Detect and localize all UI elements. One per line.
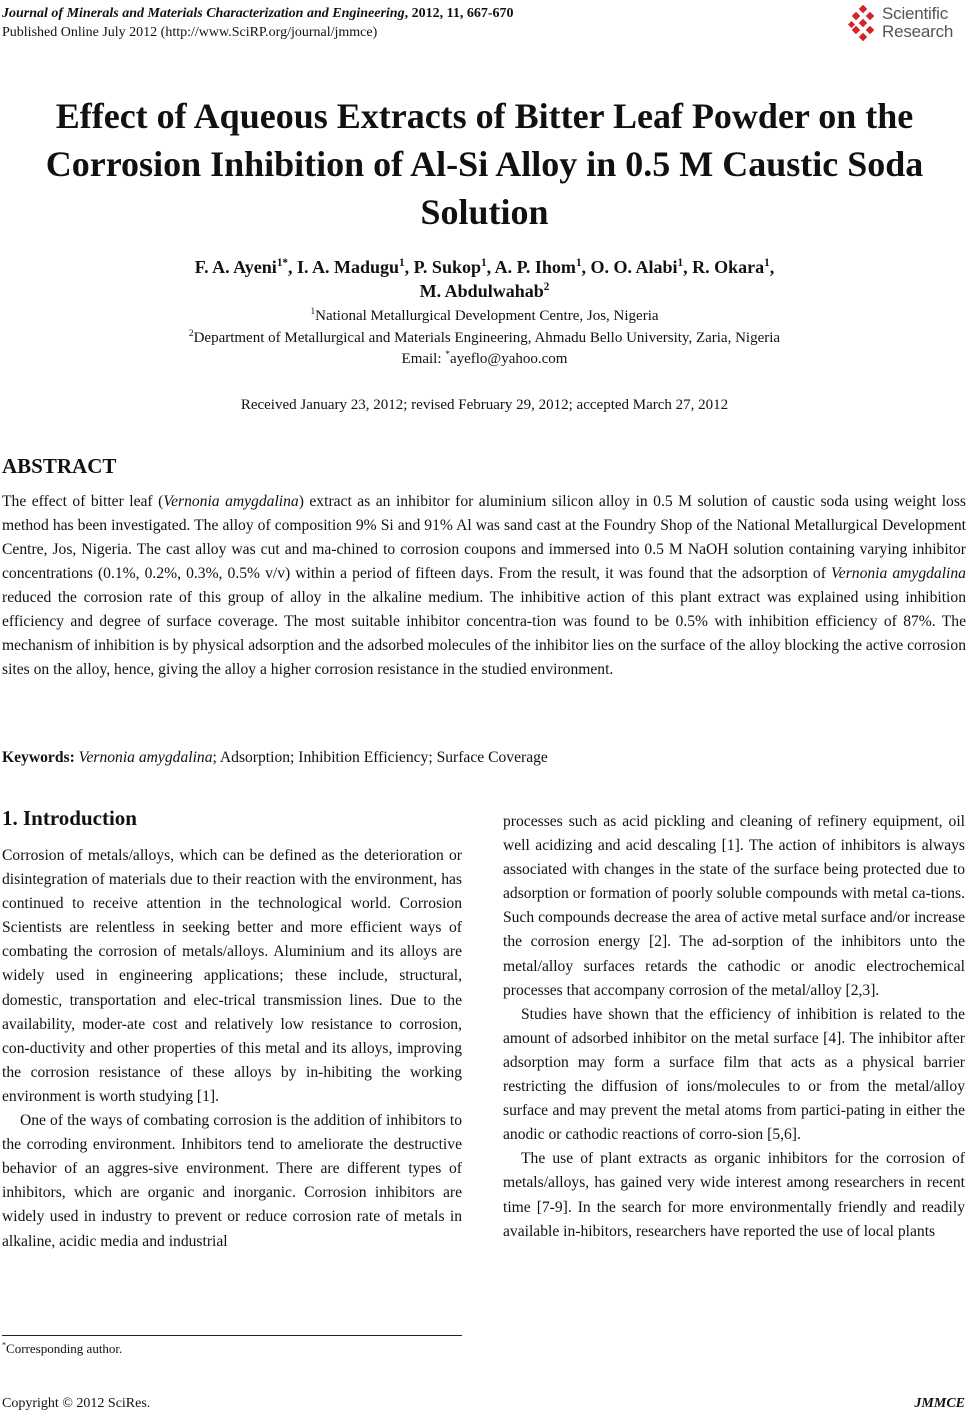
affiliation-1: $^1$National Metallurgical Development Centre, Jos, Nigeria	[310, 307, 659, 324]
paragraph: Corrosion of metals/alloys, which can be defined as the deterioration or disintegration of materials due to their reaction with the environment, has continued to receive attention in the technological world. Corrosion Scientists are relentless in seeking better and more efficient ways of combating the corrosion of metals/alloys. Aluminium and its alloys are widely used in engineering applications; these include, structural, domestic, transportation and elec-trical transmission lines. Due to the availability, moder-ate cost and relatively low resistance to corrosion, con-ductivity and other properties of this metal and its alloys, improving the corrosion resistance of these alloys by in-hibiting the working environment is worth studying [1].	[2, 847, 462, 1105]
author: I. A. Madugu$^1$,	[296, 257, 414, 277]
logo-mark-icon	[848, 5, 878, 41]
author: O. O. Alabi$^1$,	[590, 257, 693, 277]
author-email: Email: *ayeflo@yahoo.com	[401, 350, 568, 367]
author: M. Abdulwahab$^2$	[419, 281, 550, 301]
right-column	[503, 810, 965, 1244]
author: F. A. Ayeni$^{1*}$,	[194, 257, 297, 277]
left-column	[2, 844, 462, 1254]
paragraph: Studies have shown that the efficiency of inhibition is related to the amount of adsorbed inhibitor on the metal surface [4]. The inhibitor after adsorption may form a surface film that acts as a physical barrier restricting the diffusion of ions/molecules to or from the metal/alloy surface and may prevent the metal atoms from partici-pating in either the anodic or cathodic reactions of corro-sion [5,6].	[503, 1005, 965, 1144]
paper-title: Effect of Aqueous Extracts of Bitter Leaf Powder on the Corrosion Inhibition of Al-Si Alloy in 0.5 M Caustic Soda Solution	[45, 96, 924, 232]
journal-name: Journal of Minerals and Materials Characterization and Engineering	[2, 6, 405, 21]
journal-volume: , 2012, 11, 667-670	[404, 6, 514, 21]
author: P. Sukop$^1$,	[413, 257, 495, 277]
author-list	[0, 255, 969, 303]
scientific-research-logo	[848, 2, 968, 44]
abstract-heading: ABSTRACT	[2, 454, 117, 478]
logo-line-1: Scientific	[882, 4, 949, 23]
paragraph: The use of plant extracts as organic inhibitors for the corrosion of metals/alloys, has gained very wide interest among researchers in recent time [7-9]. In the search for more environmentally friendly and readily available in-hibitors, researchers have reported the use of local plants	[503, 1150, 965, 1240]
footnote: *Corresponding author.	[2, 1340, 123, 1356]
journal-abbreviation: JMMCE	[914, 1396, 965, 1411]
journal-citation	[2, 4, 702, 23]
affiliation-2: $^2$Department of Metallurgical and Materials Engineering, Ahmadu Bello University, Zaria, Nigeria	[188, 329, 781, 346]
email-link[interactable]: ayeflo@yahoo.com	[449, 351, 568, 367]
keywords: Keywords: Vernonia amygdalina; Adsorption; Inhibition Efficiency; Surface Coverage	[2, 749, 548, 766]
section-heading-introduction: 1. Introduction	[2, 806, 137, 830]
logo-text	[882, 5, 953, 41]
abstract-text: The effect of bitter leaf (Vernonia amygdalina) extract as an inhibitor for aluminium silicon alloy in 0.5 M solution of caustic soda using weight loss method has been investigated. The alloy of composition 9% Si and 91% Al was sand cast at the Foundry Shop of the National Metallurgical Development Centre, Jos, Nigeria. The cast alloy was cut and ma-chined to corrosion coupons and immersed into 0.5 M NaOH solution containing varying inhibitor concentrations (0.1%, 0.2%, 0.3%, 0.5% v/v) within a period of fifteen days. From the result, it was found that the adsorption of Vernonia amygdalina reduced the corrosion rate of this group of alloy in the alkaline medium. The inhibitive action of this plant extract was explained using inhibition efficiency and degree of surface coverage. The most suitable inhibitor concentra-tion was found to be 0.5% with inhibition efficiency of 87%. The mechanism of inhibition is by physical adsorption and the adsorbed molecules of the inhibitor lies on the surface of the alloy blocking the active corrosion sites on the alloy, hence, giving the alloy a higher corrosion resistance in the studied environment.	[2, 493, 966, 678]
paragraph: One of the ways of combating corrosion is the addition of inhibitors to the corroding environment. Inhibitors tend to ameliorate the destructive behavior of an aggres-sive environment. There are different types of inhibitors, which are organic and inorganic. Corrosion inhibitors are widely used in industry to prevent or reduce corrosion rate of metals in alkaline, acidic media and industrial	[2, 1112, 462, 1250]
article-dates: Received January 23, 2012; revised February 29, 2012; accepted March 27, 2012	[240, 397, 729, 413]
published-online: Published Online July 2012 (http://www.SciRP.org/journal/jmmce)	[2, 25, 378, 40]
logo-line-2: Research	[882, 22, 954, 41]
paragraph: processes such as acid pickling and cleaning of refinery equipment, oil well acidizing and acid descaling [1]. The action of inhibitors is always associated with changes in the state of the surface being protected due to adsorption or formation of poorly soluble compounds with metal ca-tions. Such compounds decrease the area of active metal surface and/or increase the corrosion energy [2]. The ad-sorption of the inhibitors unto the metal/alloy surfaces retards the cathodic or anodic electrochemical processes that accompany corrosion of the metal/alloy [2,3].	[503, 813, 965, 999]
author: A. P. Ihom$^1$,	[494, 257, 591, 277]
author: R. Okara$^1$,	[692, 257, 775, 277]
footnote-divider	[2, 1335, 462, 1336]
copyright: Copyright © 2012 SciRes.	[2, 1396, 151, 1411]
journal-header	[2, 4, 702, 42]
